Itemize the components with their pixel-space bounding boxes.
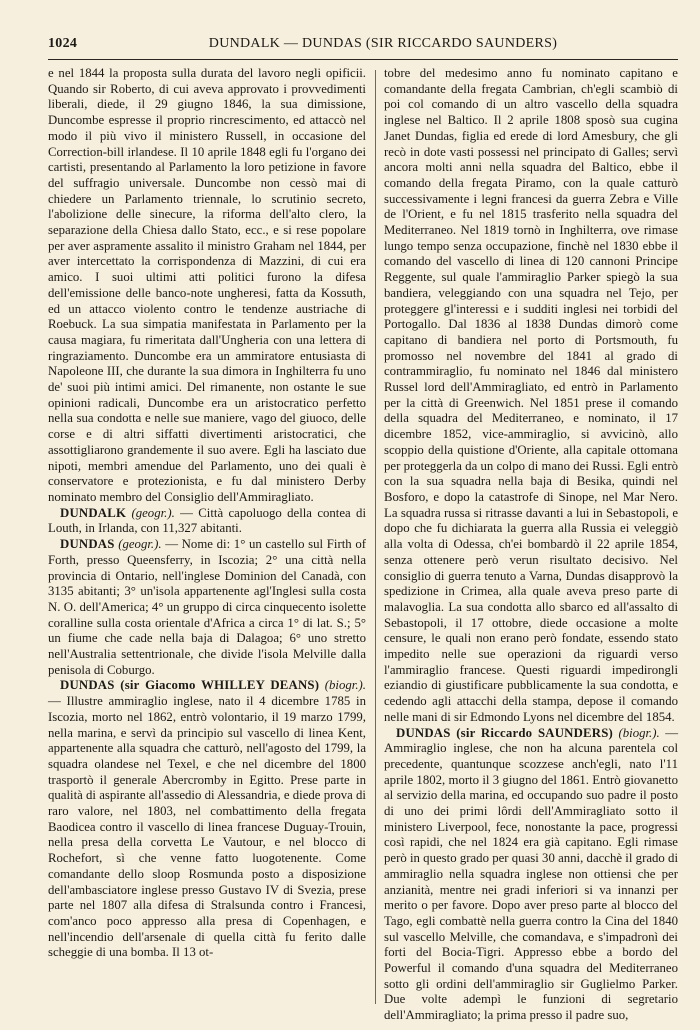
page-number: 1024 <box>48 36 78 51</box>
entry-label: (geogr.). <box>131 505 175 520</box>
entry-text: — Illustre ammiraglio inglese, nato il 4 dicembre 1785 in Iscozia, morto nel 1862, entrò volontario, il 19 marzo 1799, nella marina, e servì da principio sul vascello di linea Kent, appartenente alla squadra che catturò, nell'agosto del 1799, la squadra olandese nel Texel, e che nel dicembre del 1800 trasportò il generale Abercromby in Egitto. Prese parte in qualità di aspirante all'assedio di Alessandria, e diede prova di raro valore, nel 1803, nel combattimento della fregata Baodicea contro il vascello di linea francese Duguay-Trouin, nella presa della corvetta Le Vautour, e nel blocco di Rochefort, sì che venne fatto luogotenente. Come comandante dello sloop Rosmunda posto a disposizione dell'ambasciatore inglese presso Gustavo IV di Svezia, prese parte nel 1807 alla difesa di Stralsunda contro i Francesi, com'anco poco appresso alla presa di Copenhagen, e nell'incendio dell'arsenale di quella città fu ferito dalle scheggie di una bomba. Il 13 ot- <box>48 694 366 960</box>
continued-paragraph: e nel 1844 la proposta sulla durata del lavoro negli opificii. Quando sir Roberto, di cui aveva approvato i provvedimenti liberali, diede, il 29 giugno 1846, la sua dimissione, Duncombe espresse il proprio rincrescimento, ed attaccò nel modo il più vivo il ministero Russell, in occasione del Correction-bill irlandese. Il 10 aprile 1848 egli fu l'organo dei cartisti, presentando al Parlamento la loro petizione in favore del suffragio universale. Duncombe non cessò mai di chiedere un Parlamento triennale, lo scrutinio secreto, l'abolizione delle sinecure, la riforma dell'alto clero, la separazione della Chiesa dallo Stato, ecc., e si rese popolare per aver aspramente assalito il ministro Graham nel 1844, per aver intercettato la corrispondenza di Mazzini, di cui era amico. I suoi ultimi atti politici furono la difesa dell'emissione delle banco-note ungheresi, fatta da Kossuth, ed un attacco violento contro le tendenze austriache di Roebuck. La sua simpatia manifestata in Parlamento per la causa magiara, fu rimeritata dall'Ungheria con una lettera di ringraziamento. Duncombe era un ammiratore entusiasta di Napoleone III, che durante la sua dimora in Inghilterra fu uno de' suoi più intimi amici. Del rimanente, non ostante le sue opinioni radicali, Duncombe era un aristocratico perfetto nella sua condotta e nelle sue maniere, vago del giuoco, delle corse e di altri siffatti divertimenti aristocratici, che assottigliarono grandemente il suo avere. Egli ha lasciato due nipoti, membri amendue del Parlamento, uno dei quali è conservatore e protezionista, e fu dal ministero Derby nominato membro del Consiglio dell'Ammiragliato. <box>48 66 366 504</box>
entry-text: — Ammiraglio inglese, che non ha alcuna parentela col precedente, quantunque scozzese anch'egli, nato l'11 aprile 1802, morto il 3 giugno del 1861. Entrò giovanetto al servizio della marina, ed occupando suo padre il posto di uno dei primi lôrdi dell'Ammiragliato sotto il ministero Liverpool, fece, nonostante la pace, progressi così rapidi, che nel 1824 era già capitano. Egli rimase però in questo grado per quasi 30 anni, dacchè il grado di ammiraglio nella squadra inglese non ottiensi che per anzianità, mentre nei gradi inferiori si va innanzi per merito o per favore. Dopo aver preso parte al blocco del Tago, egli combattè nella guerra contro la Cina del 1840 sul vascello Melville, che comandava, e s'impadronì dei forti del Bocia-Tigri. Appresso ebbe a bordo del Powerful il comando d'una squadra del Mediterraneo sotto gli ordini dell'ammiraglio sir Guglielmo Parker. Due volte adempì le funzioni di segretario dell'Ammiragliato; la prima presso il padre suo, <box>384 725 678 1023</box>
right-column <box>384 66 678 1023</box>
entry-dundas-geogr <box>48 537 366 678</box>
entry-headword: DUNDAS (sir Riccardo SAUNDERS) <box>396 725 613 740</box>
column-rule <box>375 70 376 1004</box>
header-rule <box>48 59 678 60</box>
entry-text: — Nome di: 1° un castello sul Firth of Forth, presso Queensferry, in Iscozia; 2° una città nella provincia di Ontario, nell'inglese Dominion del Canadà, con 3135 abitanti; 3° un'isola appartenente agl'Inglesi sulla costa N. O. dell'America; 4° un gruppo di circa cinquecento isolette coralline sulla costa orientale d'Africa a circa 1° di lat. S.; 5° un fiume che cade nella baja di Dalagoa; 6° uno stretto nell'Australia settentrionale, che divide l'isola Melville dalla penisola di Coburgo. <box>48 537 366 677</box>
entry-label: (geogr.). <box>118 537 162 552</box>
entry-label: (biogr.). <box>324 678 366 693</box>
entry-text: — Città capoluogo della contea di Louth, in Irlanda, con 11,327 abitanti. <box>48 505 366 536</box>
header-title: DUNDALK — DUNDAS (SIR RICCARDO SAUNDERS) <box>208 36 558 51</box>
continued-paragraph: tobre del medesimo anno fu nominato capitano e comandante della fregata Cambrian, ch'egli scambiò di poi col comando di un altro vascello della squadra inglese nel Baltico. Il 2 aprile 1808 sposò sua cugina Janet Dundas, figlia ed erede di lord Amesbury, che gli recò in dote vasti possessi nel principato di Galles; servì ancora molti anni nella squadra del Baltico, ebbe il comando della fregata Piramo, con la quale catturò successivamente i legni francesi da guerra Zebra e Ville de l'Orient, e fu nel 1815 trasferito nella squadra del Mediterraneo. Nel 1819 tornò in Inghilterra, ove rimase lungo tempo senza occupazione, finchè nel 1830 ebbe il comando del vascello di linea di 120 cannoni Principe Reggente, sul quale l'ammiraglio Parker spiegò la sua bandiera, veleggiando con una squadra nel Tejo, per proteggere gl'interessi e i sudditi inglesi nei torbidi del Portogallo. Dal 1836 al 1838 Dundas dimorò come capitano di bandiera nel porto di Portsmouth, fu promosso nel novembre del 1841 al grado di contrammiraglio, fu nominato nel 1846 dal ministero Russel lord dell'Ammiragliato, ed entrò in Parlamento per la città di Greenwich. Nel 1851 prese il comando della squadra del Mediterraneo, e nominato, il 17 dicembre 1852, vice-ammiraglio, si avvicinò, allo scoppio della quistione d'Oriente, alla capitale ottomana per proteggerla da un colpo di mano dei Russi. Egli entrò con la sua squadra nella baja di Besika, quindi nel Bosforo, e dopo la catastrofe di Sinope, nel Mar Nero. La squadra russa si ritrasse davanti a lui in Sebastopoli, e dopo che fu dichiarata la guerra alla Russia ei veleggiò alla volta di Odessa, ch'ei bombardò il 22 aprile 1854, senza ottenere però verun risultato decisivo. Nel consiglio di guerra tenuto a Varna, Dundas disapprovò la spedizione in Crimea, alla quale aveva preso parte di malavoglia. La sua condotta allo sbarco ed all'assalto di Sebastopoli, il 17 ottobre, diede occasione a molte censure, le quali non erano però fondate, essendo stato impedito nelle sue operazioni da riguardi verso l'ammiraglio francese. Questi riguardi impedirongli eziandio di giustificare pubblicamente la sua condotta, e cedendo agli attacchi della stampa, depose il comando nelle mani di sir Edmondo Lyons nel dicembre del 1854. <box>384 66 678 724</box>
entry-headword: DUNDALK <box>60 505 127 520</box>
entry-dundalk <box>48 506 366 537</box>
running-head <box>48 36 678 58</box>
entry-dundas-riccardo <box>384 726 678 1024</box>
entry-label: (biogr.). <box>618 725 660 740</box>
entry-dundas-giacomo <box>48 678 366 961</box>
left-column <box>48 66 366 1004</box>
entry-headword: DUNDAS (sir Giacomo WHILLEY DEANS) <box>60 678 320 693</box>
text-columns <box>48 66 678 1023</box>
entry-headword: DUNDAS <box>60 537 115 552</box>
